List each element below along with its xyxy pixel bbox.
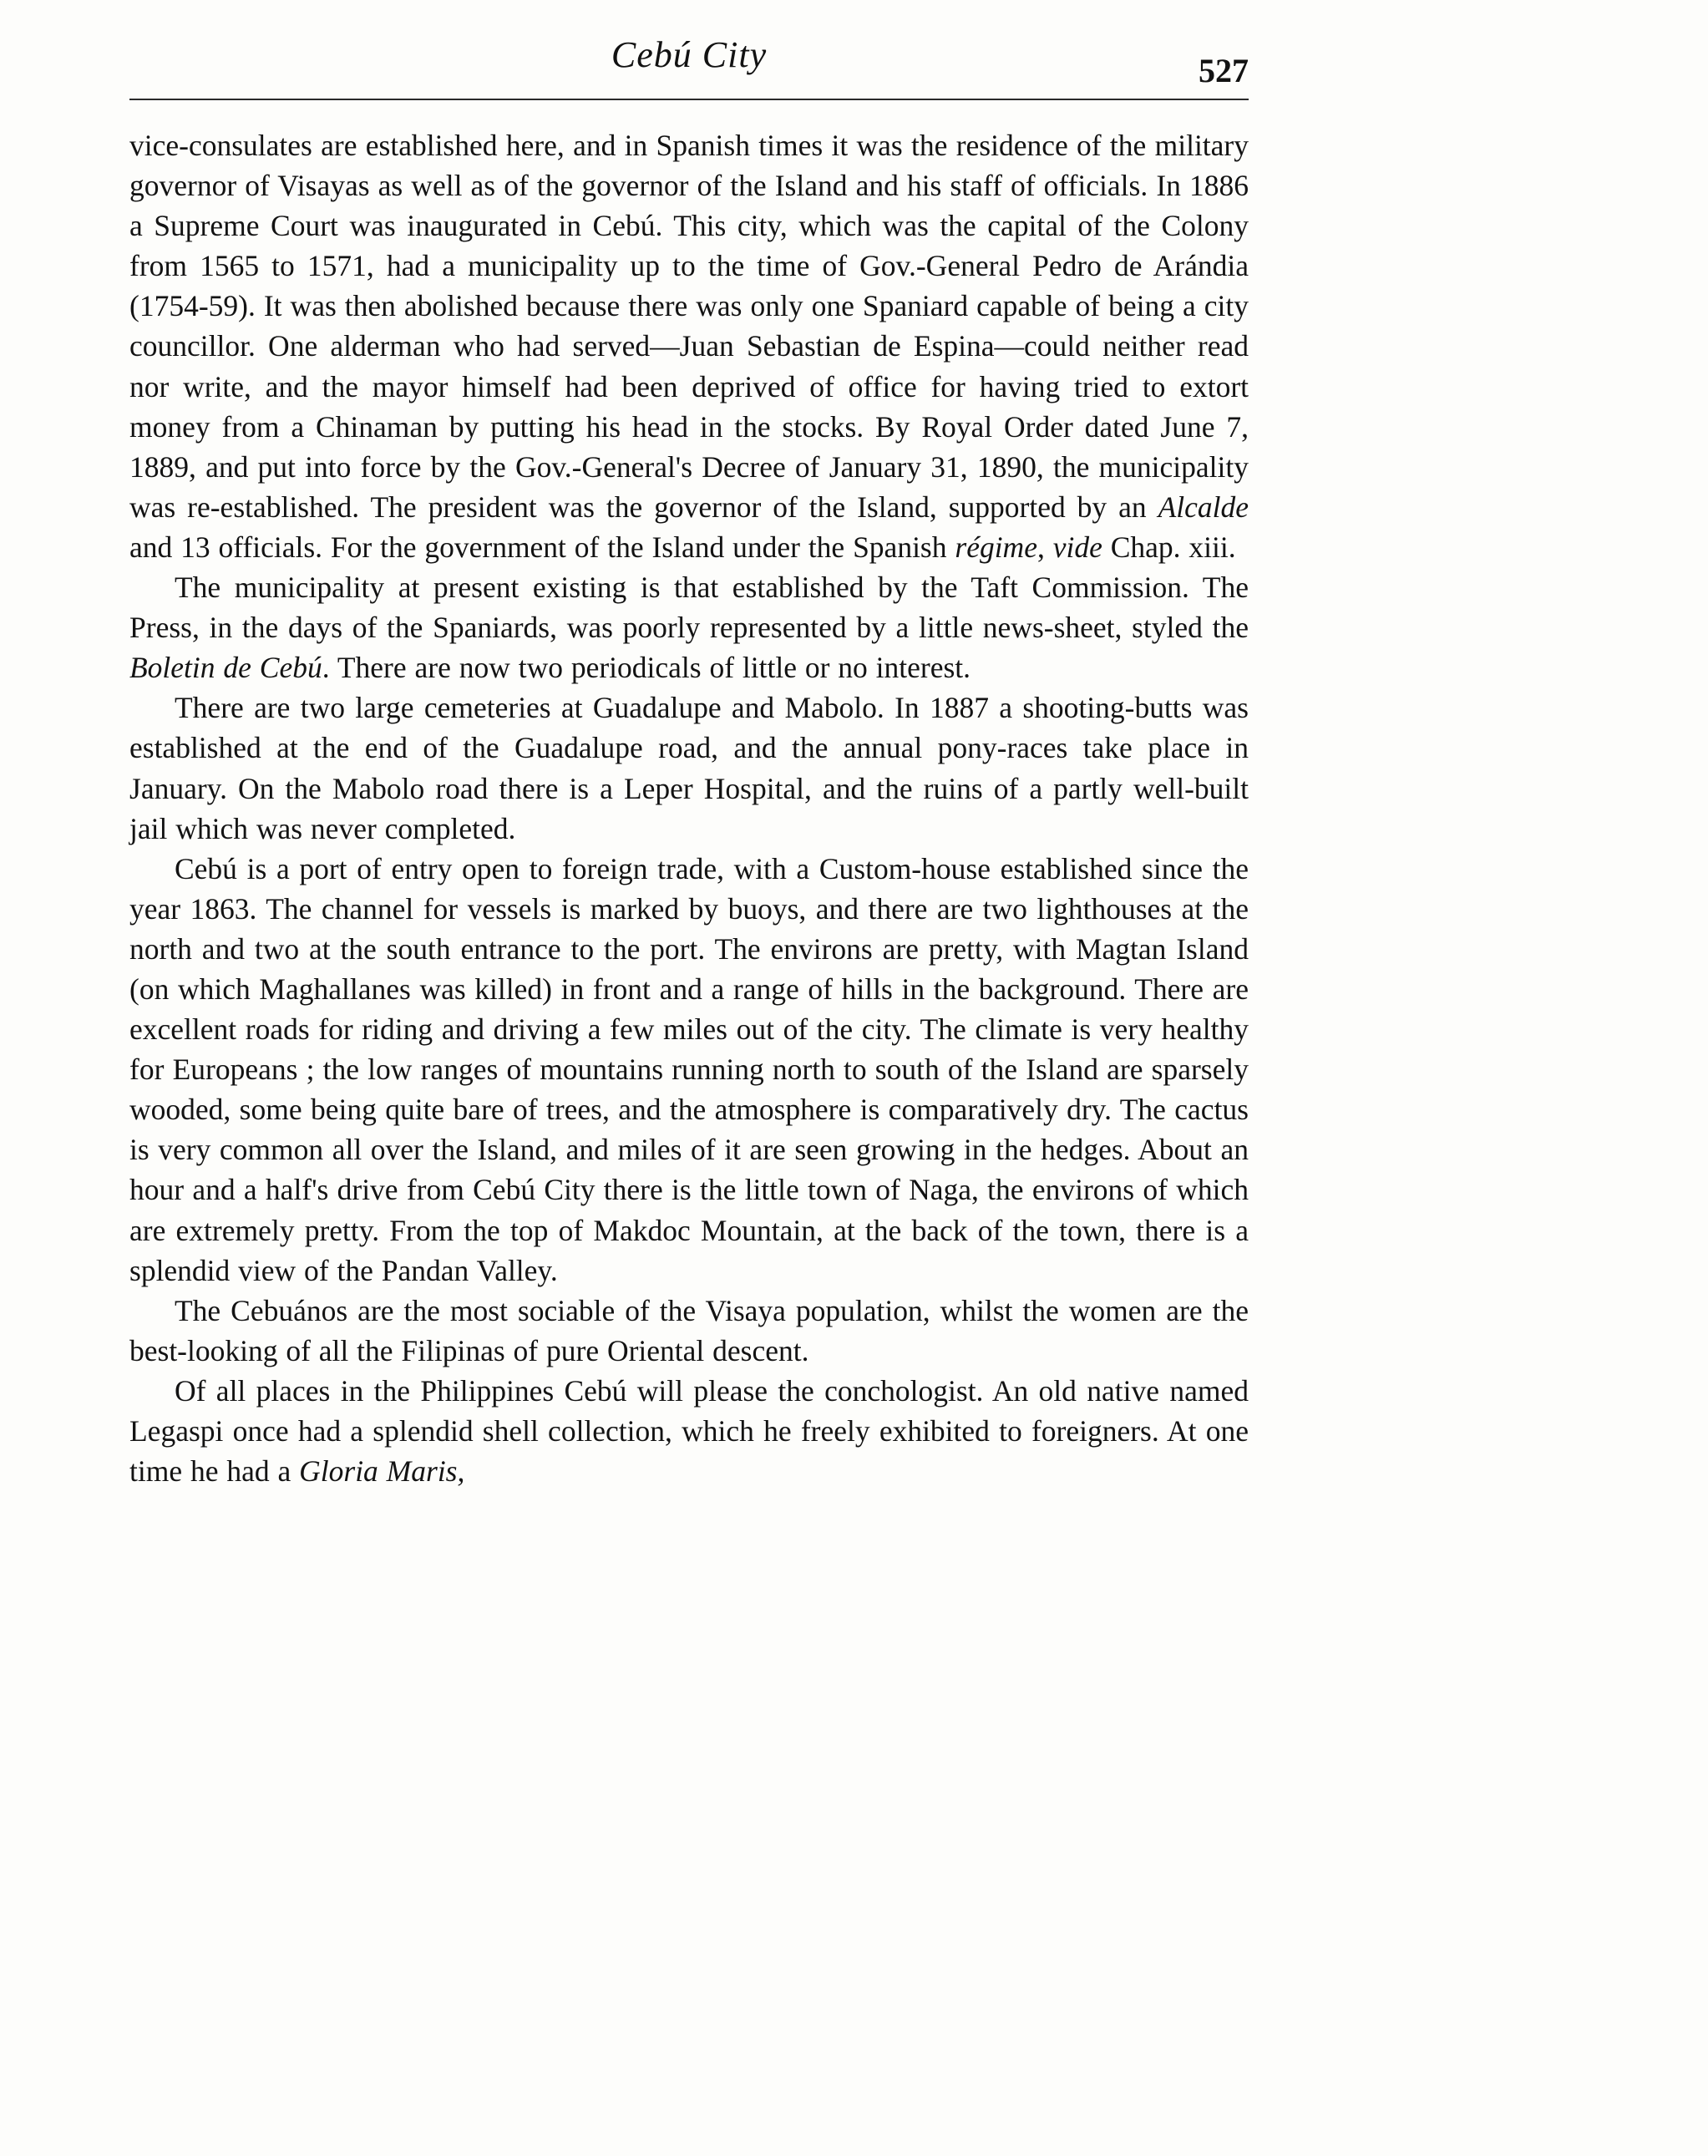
page-number: 527 — [1199, 52, 1249, 89]
body-paragraph — [129, 849, 1249, 1291]
body-paragraph — [129, 1371, 1249, 1491]
paragraph-text: and 13 officials. For the government of the Island under the Spanish — [129, 530, 955, 564]
emphasis-text: régime — [955, 530, 1037, 564]
body-paragraph — [129, 1291, 1249, 1371]
body-paragraph — [129, 687, 1249, 848]
paragraph-text: vice-consulates are established here, and in Spanish times it was the residence of the military governor of Visayas as well as of the governor of the Island and his staff of officials. In 1886 a Supreme Court was inaugurated in Cebú. This city, which was the capital of the Colony from 1565 to 1571, had a municipality up to the time of Gov.-General Pedro de Arándia (1754-59). It was then abolished because there was only one Spaniard capable of being a city councillor. One alderman who had served—Juan Sebastian de Espina—could neither read nor write, and the mayor himself had been deprived of office for having tried to extort money from a Chinaman by putting his head in the stocks. By Royal Order dated June 7, 1889, and put into force by the Gov.-General's Decree of January 31, 1890, the municipality was re-established. The president was the governor of the Island, supported by an — [129, 129, 1249, 524]
paragraph-text: There are two large cemeteries at Guadalupe and Mabolo. In 1887 a shooting-butts was established at the end of the Guadalupe road, and the annual pony-races take place in January. On the Mabolo road there is a Leper Hospital, and the ruins of a partly well-built jail which was never completed. — [129, 691, 1249, 845]
paragraph-text: . There are now two periodicals of little or no interest. — [322, 651, 971, 685]
paragraph-text: Of all places in the Philippines Cebú will please the conchologist. An old native named Legaspi once had a splendid shell collection, which he freely exhibited to foreigners. At one time he had a — [129, 1373, 1249, 1489]
running-title: Cebú City — [611, 34, 768, 75]
body-paragraph — [129, 125, 1249, 567]
body-paragraph — [129, 567, 1249, 687]
emphasis-text: Gloria Maris, — [299, 1454, 465, 1489]
paragraph-text: The municipality at present existing is that established by the Taft Commission. The Press, in the days of the Spaniards, was poorly represented by a little news-sheet, styled the — [129, 571, 1249, 645]
emphasis-text: vide — [1052, 530, 1102, 564]
emphasis-text: Alcalde — [1158, 490, 1249, 524]
paragraph-text: , — [1036, 530, 1053, 564]
header-rule — [129, 99, 1249, 100]
body-text — [129, 125, 1249, 1491]
emphasis-text: Boletin de Cebú — [129, 651, 322, 685]
paragraph-text: Cebú is a port of entry open to foreign trade, with a Custom-house established since the year 1863. The channel for vessels is marked by buoys, and there are two lighthouses at the north and two at the south entrance to the port. The environs are pretty, with Magtan Island (on which Maghallanes was killed) in front and a range of hills in the background. There are excellent roads for riding and driving a few miles out of the city. The climate is very healthy for Europeans ; the low ranges of mountains running north to south of the Island are sparsely wooded, some being quite bare of trees, and the atmosphere is comparatively dry. The cactus is very common all over the Island, and miles of it are seen growing in the hedges. About an hour and a half's drive from Cebú City there is the little town of Naga, the environs of which are extremely pretty. From the top of Makdoc Mountain, at the back of the town, there is a splendid view of the Pandan Valley. — [129, 851, 1249, 1287]
paragraph-text: Chap. xiii. — [1102, 530, 1236, 564]
page-header — [129, 33, 1249, 94]
page-content — [129, 33, 1249, 1491]
paragraph-text: The Cebuános are the most sociable of the Visaya population, whilst the women are the best-looking of all the Filipinas of pure Oriental descent. — [129, 1293, 1249, 1367]
